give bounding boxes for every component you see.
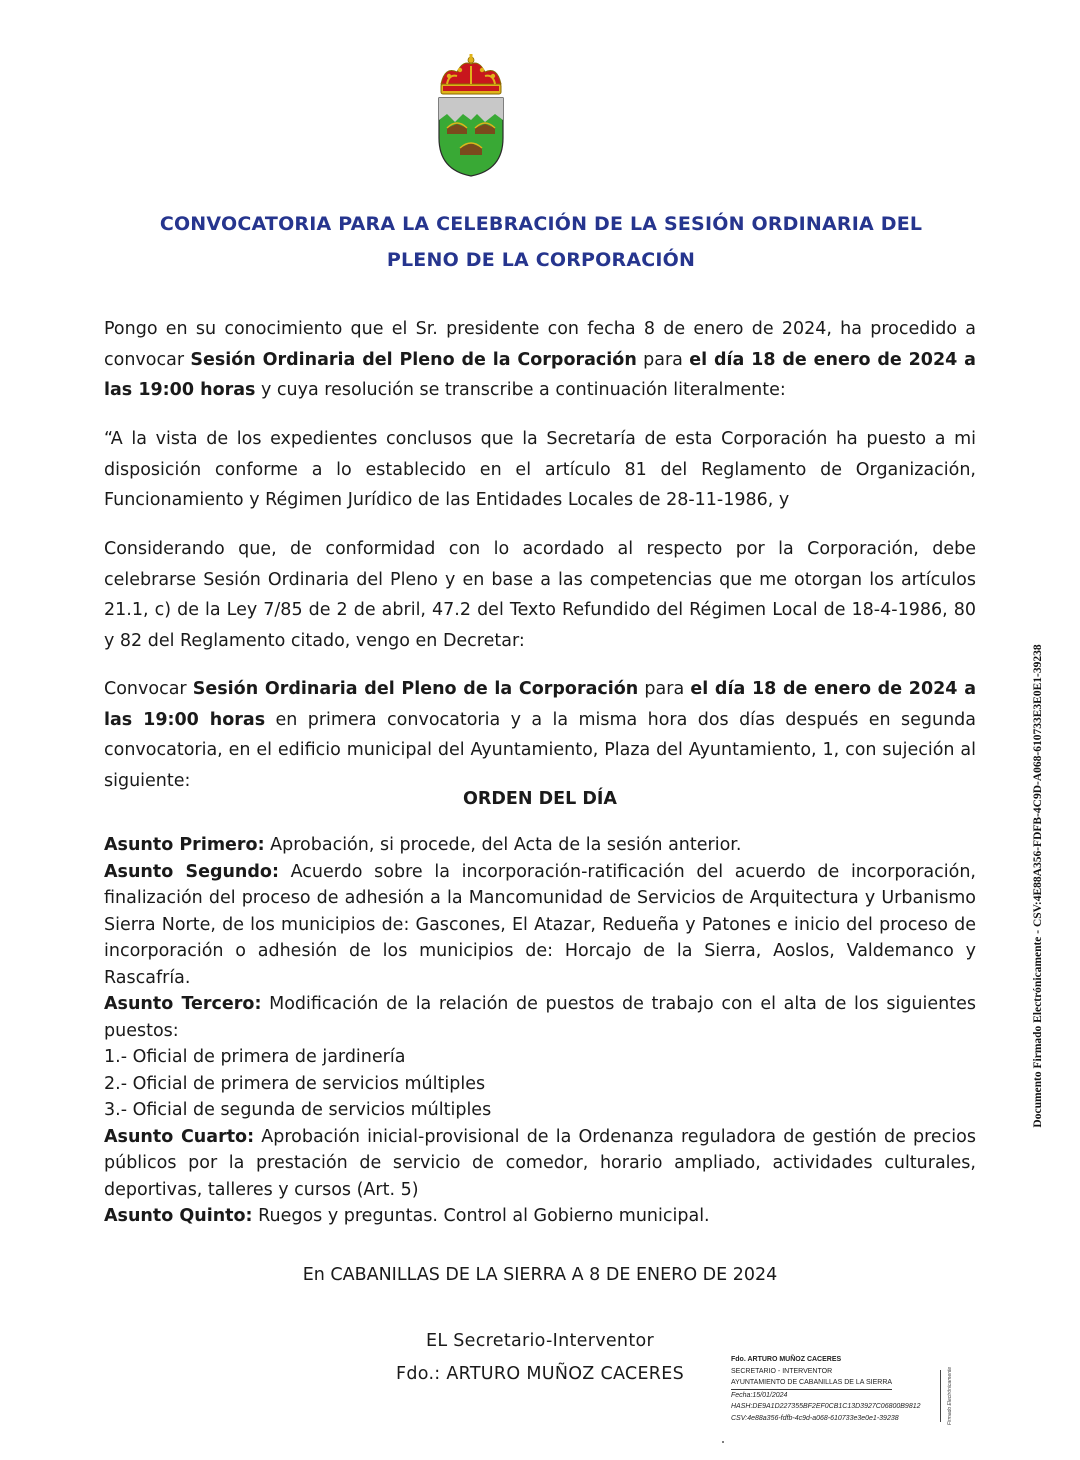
stamp-hash: HASH:DE9A1D227355BF2EF0CB1C13D3927C06800B9812	[731, 1403, 921, 1411]
agenda-item-2	[104, 859, 976, 992]
agenda-item-2-label: Asunto Segundo:	[104, 861, 279, 882]
agenda-item-1	[104, 832, 976, 859]
electronic-signature-side-note	[1032, 644, 1044, 1127]
municipal-coat-of-arms	[433, 54, 509, 178]
agenda-item-1-label: Asunto Primero:	[104, 835, 265, 855]
signer-name: Fdo.: ARTURO MUÑOZ CACERES	[395, 1364, 685, 1384]
shield	[439, 98, 503, 176]
stamp-signer: Fdo. ARTURO MUÑOZ CACERES	[731, 1356, 842, 1363]
agenda-item-2-text: Acuerdo sobre la incorporación-ratificación del acuerdo de incorporación, finalización del proceso de adhesión a la Mancomunidad de Servicios de Arquitectura y Urbanismo Sierra Norte, de los municipios de: Gascones, El Atazar, Redueña y Patones e inicio del proceso de incorporación o adhesión de los municipios de: Horcajo de la Sierra, Aoslos, Valdemanco y Rascafría.	[104, 861, 976, 988]
agenda-item-5	[104, 1203, 976, 1230]
agenda-item-4-text: Aprobación inicial-provisional de la Ordenanza reguladora de gestión de precios públicos por la prestación de servicio de comedor, horario ampliado, actividades culturales, deportivas, talleres y cursos (Art. 5)	[104, 1126, 976, 1200]
convocar-text-3: en primera convocatoria y a la misma hora dos días después en segunda convocatoria, en el edificio municipal del Ayuntamiento, Plaza del Ayuntamiento, 1, con sujeción al siguiente:	[104, 709, 976, 791]
agenda-item-5-label: Asunto Quinto:	[104, 1206, 253, 1226]
intro-text-1: Pongo en su conocimiento que el Sr. presidente con fecha 8 de enero de 2024, ha procedido a convocar	[104, 319, 976, 370]
heading-line-2: PLENO DE LA CORPORACIÓN	[386, 249, 696, 271]
post-item-1: 1.- Oficial de primera de jardinería	[104, 1047, 406, 1067]
stamp-divider	[940, 1370, 941, 1422]
agenda-item-4-label: Asunto Cuarto:	[104, 1126, 255, 1147]
stamp-vertical-label: Firmado Electrónicamente	[947, 1366, 953, 1426]
signer-role: EL Secretario-Interventor	[426, 1331, 654, 1351]
intro-bold-date: el día 18 de enero de 2024 a las 19:00 horas	[104, 349, 976, 400]
convocar-text-2: para	[638, 679, 691, 699]
expedientes-paragraph: “A la vista de los expedientes conclusos que la Secretaría de esta Corporación ha puesto a mi disposición conforme a lo establecido en el artículo 81 del Reglamento de Organización, Funcionamiento y Régimen Jurídico de las Entidades Locales de 28-11-1986, y	[104, 429, 976, 510]
agenda-list	[104, 832, 976, 1230]
post-item-2: 2.- Oficial de primera de servicios múltiples	[104, 1073, 486, 1094]
intro-paragraph	[104, 314, 976, 406]
stray-dot	[722, 1441, 724, 1443]
agenda-item-1-text: Aprobación, si procede, del Acta de la sesión anterior.	[264, 835, 742, 855]
document-heading	[104, 206, 978, 278]
considerando-paragraph: Considerando que, de conformidad con lo acordado al respecto por la Corporación, debe celebrarse Sesión Ordinaria del Pleno y en base a las competencias que me otorgan los artículos 21.1, c) de la Ley 7/85 de 2 de abril, 47.2 del Texto Refundido del Régimen Local de 18-4-1986, 80 y 82 del Reglamento citado, vengo en Decretar:	[104, 539, 976, 651]
heading-line-1: CONVOCATORIA PARA LA CELEBRACIÓN DE LA SESIÓN ORDINARIA DEL	[159, 213, 923, 235]
agenda-item-4	[104, 1124, 976, 1204]
crown	[441, 54, 501, 94]
convocar-bold-session: Sesión Ordinaria del Pleno de la Corporación	[192, 679, 639, 699]
agenda-item-3-label: Asunto Tercero:	[104, 994, 262, 1014]
side-note-label: Documento Firmado Electrónicamente	[1032, 936, 1044, 1128]
agenda-item-3	[104, 991, 976, 1044]
convocar-paragraph	[104, 674, 976, 796]
place-date-line: En CABANILLAS DE LA SIERRA A 8 DE ENERO DE 2024	[302, 1265, 778, 1285]
stamp-date: Fecha:15/01/2024	[731, 1391, 788, 1399]
stamp-organization: AYUNTAMIENTO DE CABANILLAS DE LA SIERRA	[731, 1377, 892, 1390]
agenda-item-3-text: Modificación de la relación de puestos de trabajo con el alta de los siguientes puestos:	[104, 994, 976, 1041]
intro-bold-session: Sesión Ordinaria del Pleno de la Corporación	[190, 349, 637, 370]
stamp-role: SECRETARIO - INTERVENTOR	[731, 1367, 833, 1375]
convocar-bold-date: el día 18 de enero de 2024 a las 19:00 horas	[104, 679, 976, 730]
electronic-signature-stamp	[731, 1354, 936, 1425]
orden-del-dia-title: ORDEN DEL DÍA	[463, 789, 617, 809]
agenda-item-5-text: Ruegos y preguntas. Control al Gobierno municipal.	[252, 1206, 710, 1226]
post-item-3: 3.- Oficial de segunda de servicios múltiples	[104, 1100, 492, 1120]
stamp-csv: CSV:4e88a356-fdfb-4c9d-a068-610733e3e0e1-39238	[731, 1414, 899, 1422]
convocar-text-1: Convocar	[104, 679, 193, 699]
side-note-csv: - CSV:4E88A356-FDFB-4C9D-A068-610733E3E0E1-39238	[1032, 644, 1044, 937]
intro-text-3: y cuya resolución se transcribe a continuación literalmente:	[255, 380, 786, 400]
intro-text-2: para	[636, 349, 690, 370]
